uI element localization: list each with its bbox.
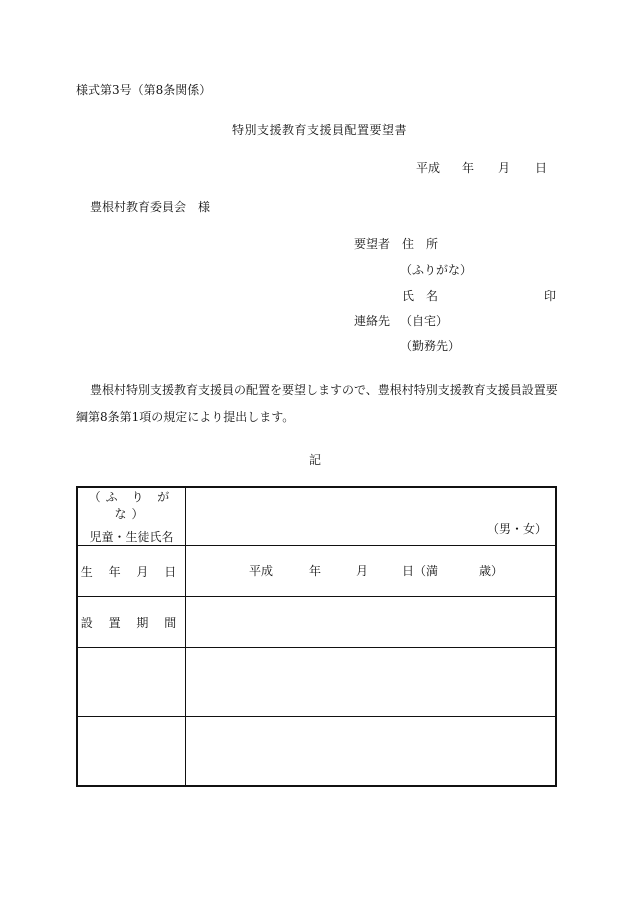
table-row <box>77 648 556 717</box>
contact-work: （勤務先） <box>400 339 461 353</box>
table-row <box>77 717 556 787</box>
requester-name: 氏 名 <box>402 289 439 303</box>
form-id: 様式第3号（第8条関係） <box>76 83 212 97</box>
contact-home: （自宅） <box>400 314 449 328</box>
gender-label: （男・女） <box>486 521 547 536</box>
requester-address: 住 所 <box>402 237 439 251</box>
blank-value-cell[interactable] <box>186 648 557 717</box>
ki-heading: 記 <box>309 453 322 467</box>
placement-period-cell[interactable] <box>186 597 557 648</box>
body-line-2: 綱第8条第1項の規定により提出します。 <box>76 410 295 424</box>
student-name-label: 児童・生徒氏名 <box>89 530 174 544</box>
blank-label-cell <box>77 648 186 717</box>
birth-month: 月 <box>356 564 369 578</box>
table-row <box>77 487 556 546</box>
placement-period-label: 設 置 期 間 <box>77 597 186 648</box>
table-row <box>77 597 556 648</box>
date-month: 月 <box>498 161 511 175</box>
date-year: 年 <box>462 161 475 175</box>
contact-label: 連絡先 <box>354 314 391 328</box>
seal-mark: 印 <box>544 289 557 303</box>
requester-furigana: （ふりがな） <box>400 263 473 277</box>
birthdate-label: 生 年 月 日 <box>77 546 186 597</box>
blank-value-cell[interactable] <box>186 717 557 787</box>
document-title: 特別支援教育支援員配置要望書 <box>232 123 408 137</box>
table-row <box>77 546 556 597</box>
age-label: 歳） <box>479 564 504 578</box>
requester-label: 要望者 <box>354 237 391 251</box>
birth-era: 平成 <box>249 564 274 578</box>
birthdate-cell[interactable] <box>186 546 557 597</box>
birth-day: 日（満 <box>402 564 439 578</box>
addressee: 豊根村教育委員会 様 <box>90 200 211 214</box>
birth-year: 年 <box>309 564 322 578</box>
body-line-1: 豊根村特別支援教育支援員の配置を要望しますので、豊根村特別支援教育支援員設置要 <box>90 383 558 397</box>
student-info-table <box>76 486 557 787</box>
student-name-cell[interactable] <box>186 487 557 546</box>
date-day: 日 <box>535 161 548 175</box>
student-name-label-cell <box>77 487 186 546</box>
furigana-label: （ふ り が な） <box>88 490 175 521</box>
date-era: 平成 <box>416 161 441 175</box>
blank-label-cell <box>77 717 186 787</box>
